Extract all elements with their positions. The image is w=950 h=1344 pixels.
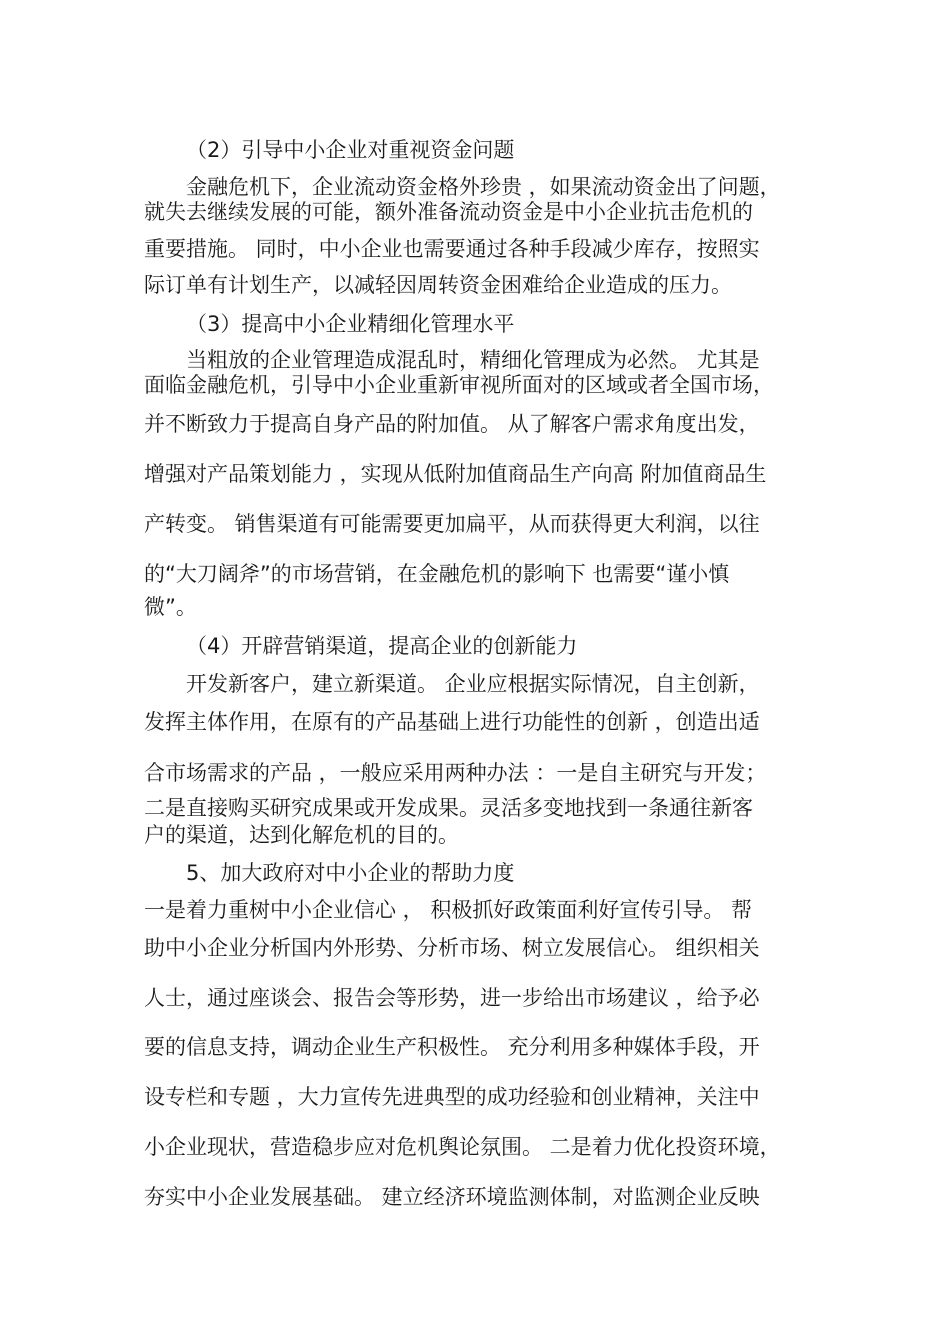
paragraph-line: 的“大刀阔斧”的市场营销，在金融危机的影响下 也需要“谨小慎 — [144, 562, 730, 586]
paragraph-line: 发挥主体作用，在原有的产品基础上进行功能性的创新 ，创造出适 — [144, 710, 760, 734]
paragraph-line: 当粗放的企业管理造成混乱时，精细化管理成为必然。 尤其是 — [186, 348, 760, 372]
paragraph-line: 际订单有计划生产，以减轻因周转资金困难给企业造成的压力。 — [144, 273, 732, 297]
paragraph-line: 增强对产品策划能力 ，实现从低附加值商品生产向高 附加值商品生 — [144, 462, 767, 486]
paragraph-line: 夯实中小企业发展基础。 建立经济环境监测体制，对监测企业反映 — [144, 1185, 760, 1209]
paragraph-line: 产转变。 销售渠道有可能需要更加扁平，从而获得更大利润，以往 — [144, 512, 760, 536]
paragraph-line: 人士，通过座谈会、报告会等形势，进一步给出市场建议 ，给予必 — [144, 986, 760, 1010]
paragraph-line: 重要措施。 同时，中小企业也需要通过各种手段减少库存，按照实 — [144, 237, 760, 261]
paragraph-line: 合市场需求的产品 ，一般应采用两种办法 ：一是自主研究与开发； — [144, 761, 767, 785]
paragraph-line: 助中小企业分析国内外形势、分析市场、树立发展信心。 组织相关 — [144, 936, 760, 960]
paragraph-line: 设专栏和专题 ，大力宣传先进典型的成功经验和创业精神，关注中 — [144, 1085, 760, 1109]
section-heading-3: （3）提高中小企业精细化管理水平 — [186, 312, 515, 336]
paragraph-line: 二是直接购买研究成果或开发成果。灵活多变地找到一条通往新客 — [144, 796, 753, 820]
section-heading-5: 5、加大政府对中小企业的帮助力度 — [186, 861, 515, 885]
section-heading-2: （2）引导中小企业对重视资金问题 — [186, 138, 515, 162]
paragraph-line: 金融危机下，企业流动资金格外珍贵 ，如果流动资金出了问题， — [186, 175, 781, 199]
paragraph-line: 微”。 — [144, 595, 197, 619]
paragraph-line: 面临金融危机，引导中小企业重新审视所面对的区域或者全国市场， — [144, 373, 774, 397]
paragraph-line: 开发新客户，建立新渠道。 企业应根据实际情况，自主创新， — [186, 672, 760, 696]
section-heading-4: （4）开辟营销渠道，提高企业的创新能力 — [186, 634, 578, 658]
paragraph-line: 户的渠道，达到化解危机的目的。 — [144, 823, 459, 847]
paragraph-line: 小企业现状，营造稳步应对危机舆论氛围。 二是着力优化投资环境， — [144, 1135, 781, 1159]
paragraph-line: 就失去继续发展的可能，额外准备流动资金是中小企业抗击危机的 — [144, 200, 753, 224]
paragraph-line: 要的信息支持，调动企业生产积极性。 充分利用多种媒体手段，开 — [144, 1035, 760, 1059]
paragraph-line: 一是着力重树中小企业信心 ， 积极抓好政策面利好宣传引导。 帮 — [144, 898, 753, 922]
paragraph-line: 并不断致力于提高自身产品的附加值。 从了解客户需求角度出发， — [144, 412, 760, 436]
